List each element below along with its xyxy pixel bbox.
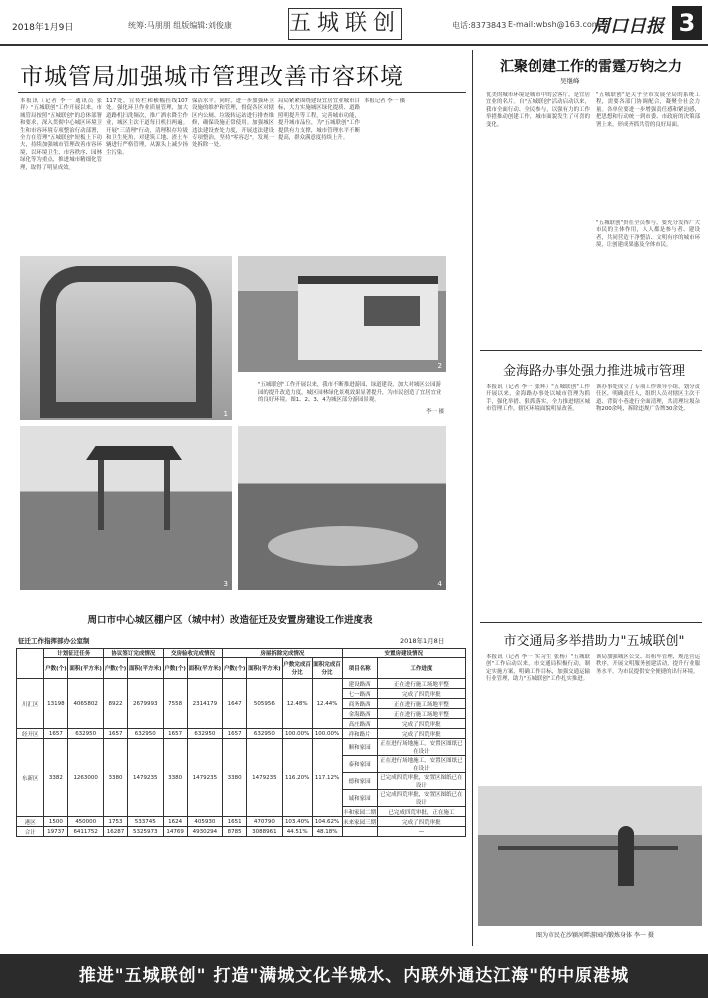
section-title: 五城联创 [288, 8, 402, 40]
table-row [17, 729, 466, 739]
table-sub-header: 户数(个) [163, 658, 187, 679]
commentary-column: "五城联创"贵在全员参与，要充分发挥广大市民的主体作用，人人都是参与者、建设者，共同营造干净整洁、文明有序的城市环境，让创建成果惠及全体市民。 [596, 220, 700, 249]
table-row [17, 827, 466, 837]
table-group-header: 交房验收完成情况 [163, 649, 223, 658]
photo-collage [20, 256, 446, 590]
table-cell: 1479235 [187, 739, 223, 817]
table-cell: 3088961 [247, 827, 283, 837]
news-headline: 金海路办事处强力推进城市管理 [502, 364, 685, 379]
pavilion-pillar [98, 460, 104, 530]
table-cell: 1647 [223, 679, 247, 729]
table-progress-cell: 正在进行施工场地平整 [377, 709, 465, 719]
table-cell: 1479235 [247, 739, 283, 817]
table-cell: 1657 [223, 729, 247, 739]
table-progress-cell: 已完成四荒审批，安置区图纸已在设计 [377, 790, 465, 807]
table-sub-header: 面积(平方米) [68, 658, 104, 679]
masthead [0, 0, 708, 46]
table-row [17, 679, 466, 689]
table-row [17, 739, 466, 756]
table-progress-cell: — [377, 827, 465, 837]
table-project-cell: 祥和路片 [342, 729, 377, 739]
table-progress-cell: 完成了四荒审批 [377, 689, 465, 699]
phone: 电话:8373843 [452, 21, 507, 30]
table-cell: 632950 [187, 729, 223, 739]
table-cell: 19737 [44, 827, 68, 837]
table-cell: 48.18% [312, 827, 342, 837]
table-cell: 100.00% [282, 729, 312, 739]
divider [480, 622, 702, 623]
table-cell: 505956 [247, 679, 283, 729]
news-column: 本报讯（记者 李一 实习生 张杨）"五城联创"工作启动以来，市交通局积极行动，制定实施方案，明确工作目标，加强交通运输行业管理，助力"五城联创"工作扎实推进。 [486, 654, 590, 683]
table-sub-header: 面积(平方米) [187, 658, 223, 679]
table-group-header: 房屋拆除完成情况 [223, 649, 342, 658]
table-cell: 12.44% [312, 679, 342, 729]
table-cell: 7558 [163, 679, 187, 729]
table-cell: 533745 [127, 817, 163, 827]
photo-garden-wall [238, 256, 446, 372]
table-area-cell: 经开区 [17, 729, 44, 739]
caption-credit: 李一 摄 [426, 408, 444, 415]
commentary-column: "五城联创"是关乎全市发展全局的系统工程，需要各部门协调配合，凝聚全社会力量。各单位要进一步增强责任感和紧迫感，把思想和行动统一到市委、市政府的决策部署上来，形成齐抓共管的良好局面。 [596, 92, 700, 128]
archway-frame [40, 266, 212, 418]
table-cell: 1657 [44, 729, 68, 739]
table-sub-header: 户数完成百分比 [282, 658, 312, 679]
table-progress-cell: 完成了四荒审批 [377, 817, 465, 827]
table-cell: 450000 [68, 817, 104, 827]
table-cell: 632950 [247, 729, 283, 739]
news-column: 该局加强城区公交、出租车管理，规范营运秩序，开展文明服务创建活动，提升行业服务水平，为市民提供安全便捷的出行环境。 [596, 654, 700, 675]
table-cell: 4065802 [68, 679, 104, 729]
table-department: 征迁工作指挥部办公室制 [18, 637, 90, 645]
table-cell: 1753 [104, 817, 128, 827]
table-project-cell: 建设路西 [342, 679, 377, 689]
photo-number: 4 [437, 580, 442, 588]
news-headline: 市交通局多举措助力"五城联创" [503, 634, 685, 649]
photo-number: 2 [437, 362, 442, 370]
table-area-cell: 川汇区 [17, 679, 44, 729]
table-cell: 1657 [104, 729, 128, 739]
commentary-author: 吴继峰 [560, 77, 580, 85]
photo-caption [258, 382, 444, 416]
table-area-cell: 合计 [17, 827, 44, 837]
table-cell: 632950 [127, 729, 163, 739]
table-progress-cell: 正在进行场地施工，安置区图纸已在设计 [377, 756, 465, 773]
table-project-cell: 未来家园三期 [342, 817, 377, 827]
table-cell: 116.20% [282, 739, 312, 817]
commentary-column: 优美的城市环境是城市中的会客厅，是宜居宜业的名片。自"五城联创"活动启动以来，我市全面行动、全民参与，以强有力的工作举措推动创建工作，城市面貌发生了可喜的变化。 [486, 92, 590, 128]
table-area-cell: 东新区 [17, 739, 44, 817]
table-progress-cell: 完成了四荒审批 [377, 729, 465, 739]
table-sub-header: 工作进度 [377, 658, 465, 679]
table-header-cell [17, 649, 44, 679]
article-column: 保洁水平。同时，进一步加强环卫设施的维护和管理，督促各区对辖区内公厕、垃圾转运站进行排查维修，确保设施正常使用。加强城区违法建设查处力度，开展违法建设专项整治，坚持"零容忍"，发现一处拆除一处。 [192, 98, 274, 149]
table-cell: 5325973 [127, 827, 163, 837]
article-column: 117处，宣传栏和横幅挂线107处。强化环卫作业质量管理，加大道路机扫洗频次，推广洒水降尘作业，城区主次干道每日机扫两遍。开展"三清理"行动，清理积存垃圾和卫生死角，对建筑工地、渣土车辆进行严格管理，从源头上减少扬尘污染。 [106, 98, 188, 156]
table-area-cell: 港区 [17, 817, 44, 827]
article-column: 本报讯（记者 李一 通讯员 张祥）"五城联创"工作开展以来，市城管局按照"五城联创"的总体部署和要求，深入贯彻中心城区环境卫生和市容环境专项整治行动部署，全力在管理"五城联创"短板上下功夫，持续加强城市管理改善市容环境，以环境卫生、市容秩序、园林绿化等为重点，推进城市精细化管理，取得了明显成效。 [20, 98, 102, 171]
fitness-equipment [498, 846, 678, 850]
table-cell: 103.40% [282, 817, 312, 827]
table-project-cell: 顺和家园 [342, 739, 377, 756]
photo-number: 1 [223, 410, 228, 418]
table-sub-header-row [17, 658, 466, 679]
photo-garden-path [238, 426, 446, 590]
table-cell: 3380 [104, 739, 128, 817]
garden-path [268, 526, 418, 566]
table-sub-header: 户数(个) [223, 658, 247, 679]
table-cell: 1651 [223, 817, 247, 827]
divider [18, 92, 466, 93]
table-cell: 117.12% [312, 739, 342, 817]
page-number: 3 [672, 6, 702, 40]
table-group-header: 安置房建设情况 [342, 649, 466, 658]
table-cell: 8785 [223, 827, 247, 837]
table-cell: 405930 [187, 817, 223, 827]
divider [480, 350, 702, 351]
table-row [17, 817, 466, 827]
table-cell: 1479235 [127, 739, 163, 817]
table-cell: 16287 [104, 827, 128, 837]
commentary-headline: 汇聚创建工作的雷霆万钧之力 [500, 59, 682, 75]
table-project-cell [342, 827, 377, 837]
article-column: 本报记者 李一 摄 [364, 98, 406, 104]
photo-number: 3 [223, 580, 228, 588]
editor-credit: 统筹:马朋朋 组版编辑:刘俊康 [128, 21, 232, 30]
news-column: 该办事处成立了专项工作领导小组，划分责任区，明确责任人，组织人员对辖区主次干道、背街小巷进行全面清理，共清理垃圾杂物200余吨，拆除违规广告牌30余处。 [596, 384, 700, 413]
table-project-cell: 德和家园 [342, 773, 377, 790]
issue-date: 2018年1月9日 [12, 23, 74, 33]
table-cell: 1263000 [68, 739, 104, 817]
photo-park-archway [20, 256, 232, 420]
table-group-header: 计划征迁任务 [44, 649, 104, 658]
table-cell: 3380 [223, 739, 247, 817]
table-progress-cell: 完成了四荒审批 [377, 719, 465, 729]
table-cell: 3382 [44, 739, 68, 817]
table-cell: 44.51% [282, 827, 312, 837]
table-project-cell: 丰和家园二期 [342, 807, 377, 817]
table-cell: 8922 [104, 679, 128, 729]
table-cell: 4930294 [187, 827, 223, 837]
table-cell: 13198 [44, 679, 68, 729]
table-cell: 100.00% [312, 729, 342, 739]
caption-text: "五城联创"工作开展以来，我市不断推进游园、绿道建设，加大对城区公园游园的提升改造力度，城区园林绿化景观效果显著提升，为市民创造了宜居宜业的良好环境。图1、2、3、4为城区部分游园景观。 [258, 382, 442, 404]
table-project-cell: 诚和家园 [342, 790, 377, 807]
table-cell: 1657 [163, 729, 187, 739]
table-progress-cell: 正在进行场地施工，安置区图纸已在设计 [377, 739, 465, 756]
table-cell: 6411752 [68, 827, 104, 837]
table-sub-header: 面积完成百分比 [312, 658, 342, 679]
table-cell: 2679993 [127, 679, 163, 729]
table-project-cell: 高庄路西 [342, 719, 377, 729]
table-project-cell: 商务路西 [342, 699, 377, 709]
table-cell: 1500 [44, 817, 68, 827]
table-sub-header: 面积(平方米) [127, 658, 163, 679]
table-project-cell: 金海路西 [342, 709, 377, 719]
slogan-banner: 推进"五城联创" 打造"满城文化半城水、内联外通达江海"的中原港城 [0, 954, 708, 998]
table-group-header-row [17, 649, 466, 658]
progress-table [16, 648, 466, 837]
table-sub-header: 面积(平方米) [247, 658, 283, 679]
table-sub-header: 户数(个) [44, 658, 68, 679]
photo-caption: 图为市民在沙颍河畔游园内锻炼身体 李一 摄 [536, 932, 654, 939]
table-cell: 1624 [163, 817, 187, 827]
table-progress-cell: 正在进行施工场地平整 [377, 699, 465, 709]
news-column: 本报讯（记者 李一 张辉）"五城联创"工作开展以来，金海路办事处以城市管理为抓手，强化举措、狠抓落实，全力推进辖区城市管理工作，辖区环境面貌明显改善。 [486, 384, 590, 413]
table-cell: 104.62% [312, 817, 342, 827]
table-cell: 2314179 [187, 679, 223, 729]
pavilion-roof [86, 446, 182, 460]
table-cell: 12.48% [282, 679, 312, 729]
person-exercising [618, 826, 634, 886]
article-column: 局局紧紧围绕建设宜居宜业城市目标，大力实施城区绿化提质、道路照明提升等工程，完善城市功能，提升城市品位，为"五城联创"工作提供有力支撑，城市管理水平不断提高，群众满意度持续上升。 [278, 98, 360, 142]
table-group-header: 协议签订完成情况 [104, 649, 164, 658]
lead-headline: 市城管局加强城市管理改善市容环境 [20, 64, 404, 90]
table-cell: 14769 [163, 827, 187, 837]
lattice-window [364, 296, 420, 326]
email: E-mail:wbsh@163.com [508, 20, 600, 29]
table-project-cell: 七一路西 [342, 689, 377, 699]
table-title: 周口市中心城区棚户区（城中村）改造征迁及安置房建设工作进度表 [87, 615, 373, 626]
pavilion-pillar [164, 460, 170, 530]
table-date: 2018年1月8日 [400, 637, 445, 645]
table-sub-header: 项目名称 [342, 658, 377, 679]
table-cell: 3380 [163, 739, 187, 817]
table-project-cell: 泰和家园 [342, 756, 377, 773]
table-progress-cell: 已完成四荒审批，正在施工 [377, 807, 465, 817]
table-cell: 632950 [68, 729, 104, 739]
table-progress-cell: 已完成四荒审批，安置区图纸已在设计 [377, 773, 465, 790]
table-cell: 470790 [247, 817, 283, 827]
column-divider [472, 50, 473, 946]
table-progress-cell: 正在进行施工场地平整 [377, 679, 465, 689]
photo-fitness-park [478, 786, 702, 926]
newspaper-logo: 周口日报 [592, 16, 664, 37]
photo-pavilion [20, 426, 232, 590]
table-sub-header: 户数(个) [104, 658, 128, 679]
